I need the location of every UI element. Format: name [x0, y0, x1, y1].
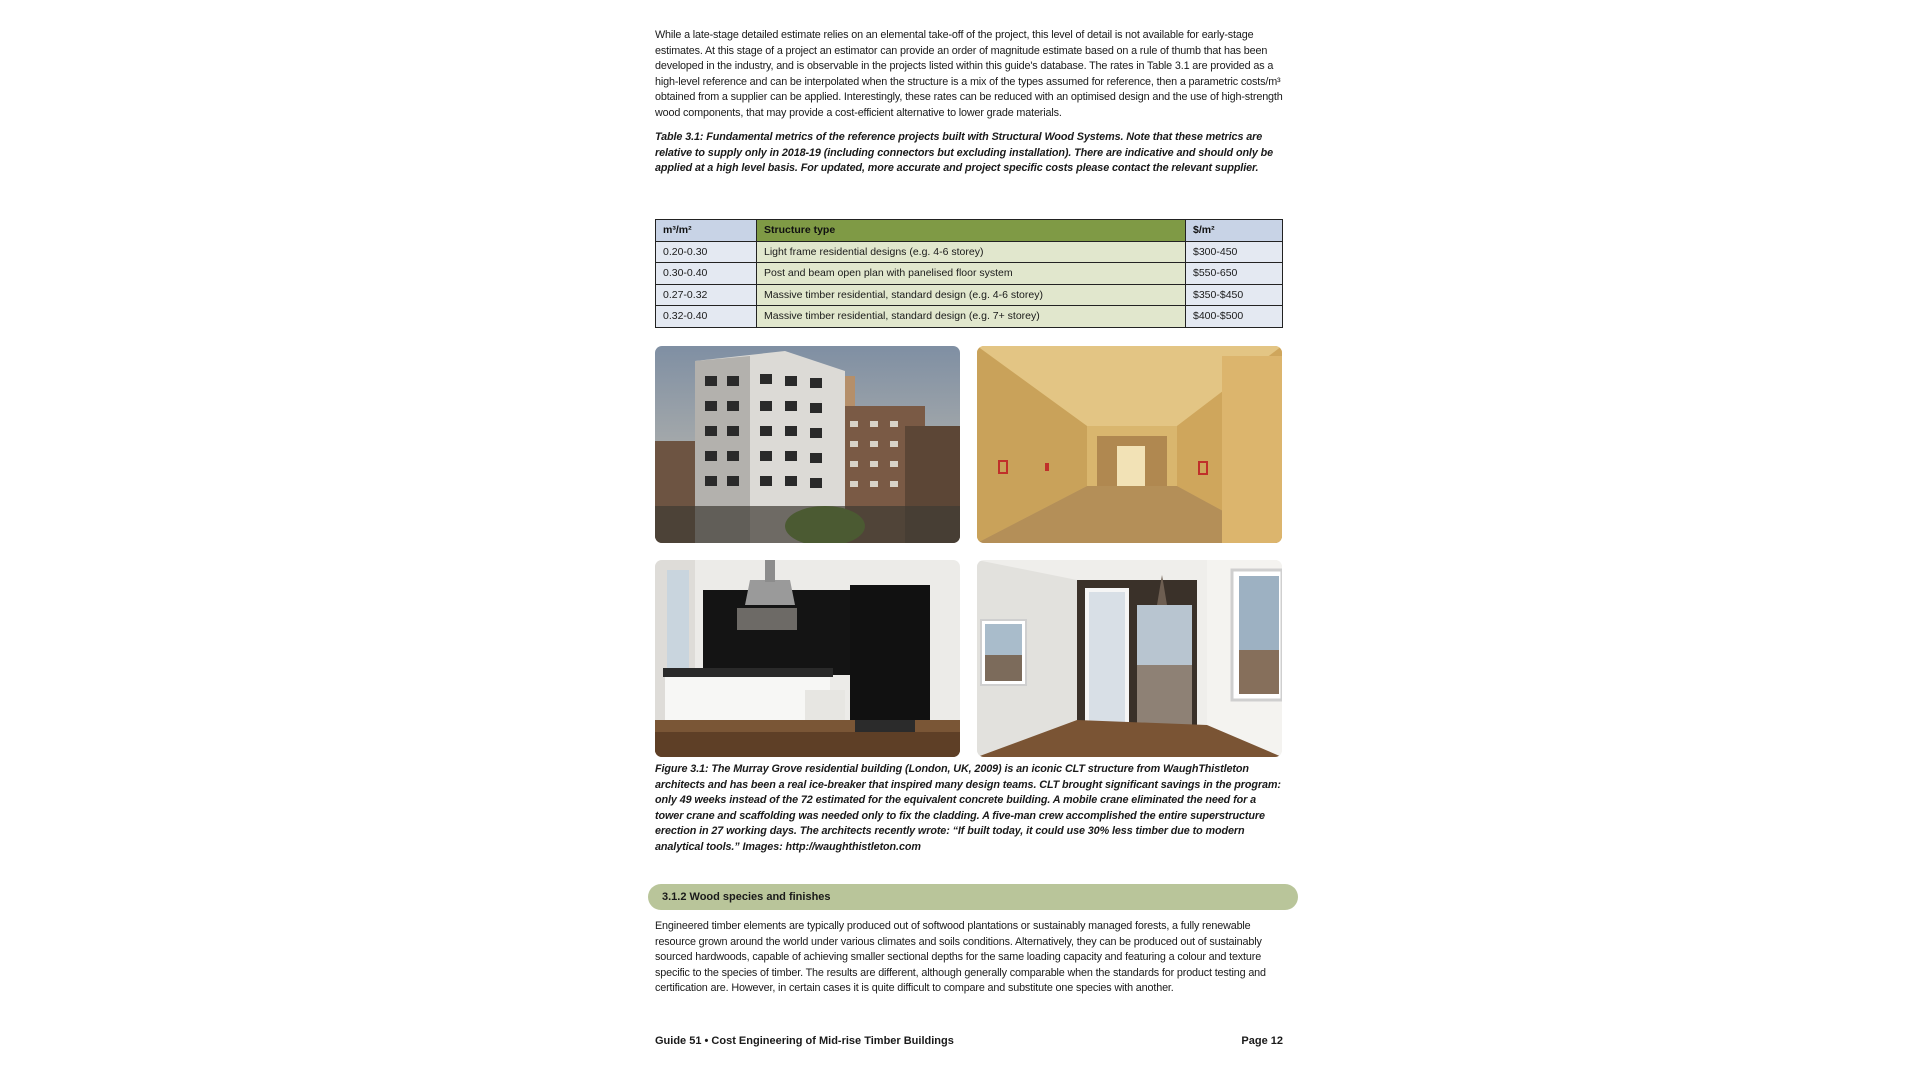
footer-guide-title: Guide 51 • Cost Engineering of Mid-rise Timber Buildings	[655, 1035, 954, 1047]
cell-structure-type: Post and beam open plan with panelised floor system	[757, 263, 1186, 285]
building-exterior-photo	[655, 346, 960, 543]
clt-corridor-photo	[977, 346, 1282, 543]
cell-cost: $550-650	[1186, 263, 1283, 285]
table-row	[656, 263, 1283, 285]
intro-paragraph: While a late-stage detailed estimate relies on an elemental take-off of the project, this level of detail is not available for early-stage estimates. At this stage of a project an estimator can provide an order of magnitude estimate based on a rule of thumb that has been developed in the industry, and is observable in the projects listed within this guide's database. The rates in Table 3.1 are provided as a high-level reference and can be interpolated when the structure is a mix of the types assumed for reference, then a parametric costs/m³ obtained from a supplier can be applied. Interestingly, these rates can be reduced with an optimised design and the use of high-strength wood components, that may provide a cost-efficient alternative to lower grade materials.	[655, 29, 1283, 119]
section-paragraph: Engineered timber elements are typically produced out of softwood plantations or sustainably managed forests, a fully renewable resource grown around the world under various climates and soils conditions. Alternatively, they can be produced out of sustainably sourced hardwoods, capable of achieving smaller sectional depths for the same loading capacity and featuring a colour and texture specific to the species of timber. The results are different, although generally comparable when the standards for product testing and certification are. However, in certain cases it is quite difficult to compare and substitute one species with another.	[655, 920, 1266, 994]
section-heading-bar	[648, 884, 1298, 910]
cell-volume-ratio: 0.32-0.40	[656, 306, 757, 328]
header-volume-ratio: m³/m²	[656, 220, 757, 242]
cell-cost: $300-450	[1186, 241, 1283, 263]
table-row	[656, 284, 1283, 306]
cell-structure-type: Massive timber residential, standard design (e.g. 7+ storey)	[757, 306, 1186, 328]
living-room-photo	[977, 560, 1282, 757]
cost-table	[655, 219, 1283, 328]
header-structure-type: Structure type	[757, 220, 1186, 242]
page-footer	[655, 1035, 1283, 1047]
kitchen-interior-photo	[655, 560, 960, 757]
cell-volume-ratio: 0.30-0.40	[656, 263, 757, 285]
table-header-row	[656, 220, 1283, 242]
table-caption: Table 3.1: Fundamental metrics of the reference projects built with Structural Wood Systems. Note that these metrics are relative to supply only in 2018-19 (including connectors but excluding installation). There are indicative and should only be applied at a high level basis. For updated, more accurate and project specific costs please contact the relevant supplier.	[655, 131, 1274, 174]
document-page	[655, 28, 1285, 1047]
table-row	[656, 241, 1283, 263]
cell-structure-type: Light frame residential designs (e.g. 4-6 storey)	[757, 241, 1186, 263]
table-row	[656, 306, 1283, 328]
section-heading: 3.1.2 Wood species and finishes	[662, 891, 831, 903]
cell-structure-type: Massive timber residential, standard design (e.g. 4-6 storey)	[757, 284, 1186, 306]
cell-volume-ratio: 0.20-0.30	[656, 241, 757, 263]
header-cost-per-m2: $/m²	[1186, 220, 1283, 242]
figure-caption: Figure 3.1: The Murray Grove residential building (London, UK, 2009) is an iconic CLT structure from WaughThistleton architects and has been a real ice-breaker that inspired many design teams. CLT brought significant savings in the program: only 49 weeks instead of the 72 estimated for the equivalent concrete building. A mobile crane eliminated the need for a tower crane and scaffolding was needed only to fix the cladding. A five-man crew accomplished the entire superstructure erection in 27 working days. The architects recently wrote: “If built today, it could use 30% less timber due to modern analytical tools.” Images: http://waughthistleton.com	[655, 763, 1281, 853]
cell-volume-ratio: 0.27-0.32	[656, 284, 757, 306]
page-number: Page 12	[1241, 1035, 1283, 1047]
cell-cost: $350-$450	[1186, 284, 1283, 306]
cell-cost: $400-$500	[1186, 306, 1283, 328]
